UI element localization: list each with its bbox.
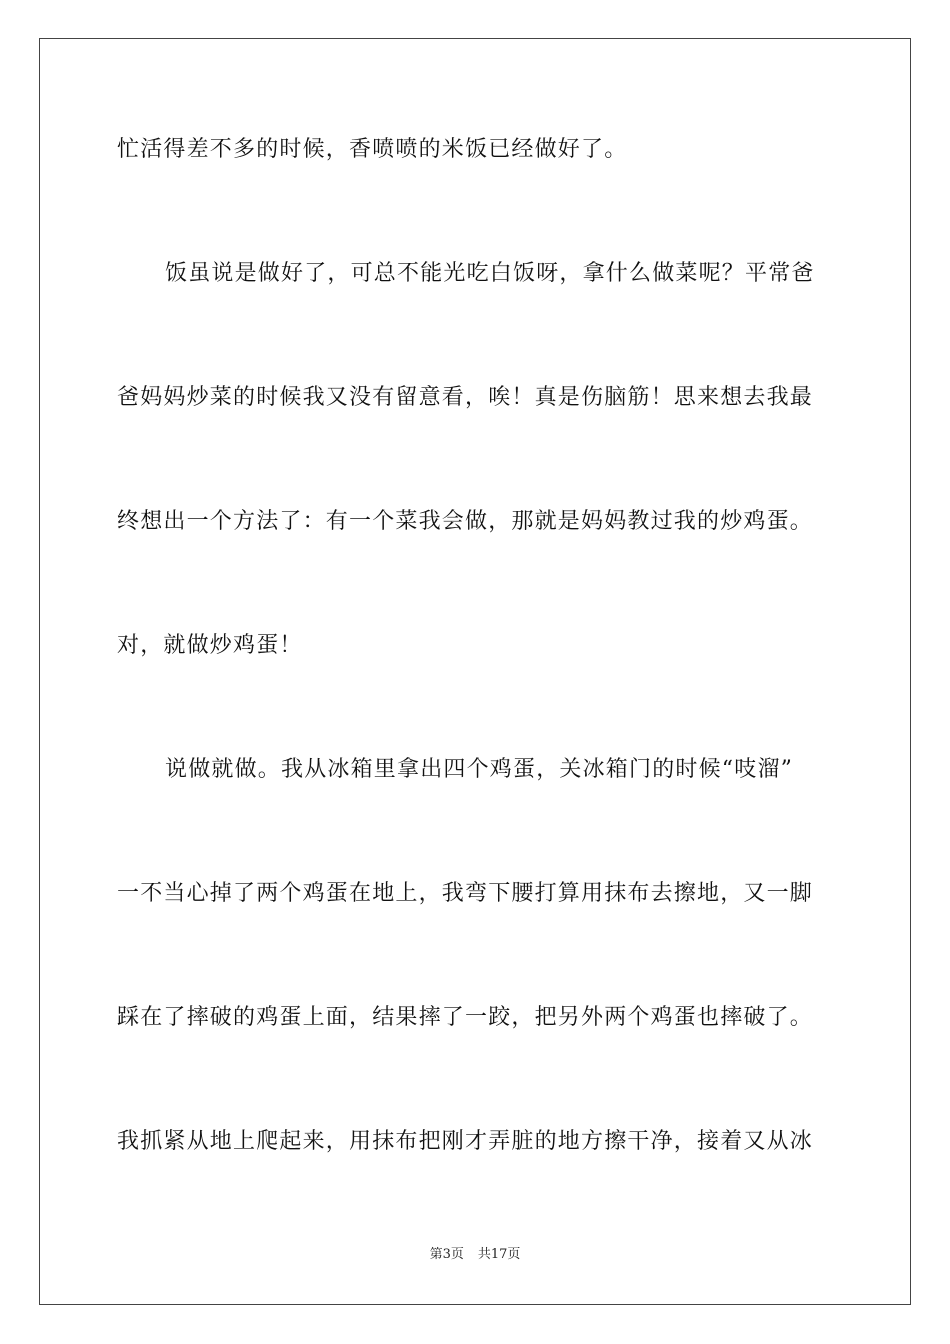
body-text-line: 我抓紧从地上爬起来，用抹布把刚才弄脏的地方擦干净，接着又从冰 — [117, 1129, 814, 1154]
page-number: 第3页 — [429, 1247, 464, 1262]
body-text-line: 对，就做炒鸡蛋！ — [117, 633, 303, 658]
page-footer — [0, 1246, 950, 1264]
paragraph-start-line: 饭虽说是做好了，可总不能光吃白饭呀，拿什么做菜呢？平常爸 — [165, 261, 815, 286]
page-total: 共17页 — [477, 1247, 521, 1262]
body-text-line: 忙活得差不多的时候，香喷喷的米饭已经做好了。 — [117, 137, 628, 162]
body-text-line: 终想出一个方法了：有一个菜我会做，那就是妈妈教过我的炒鸡蛋。 — [117, 509, 814, 534]
body-text-line: 踩在了摔破的鸡蛋上面，结果摔了一跤，把另外两个鸡蛋也摔破了。 — [117, 1005, 814, 1030]
paragraph-start-line: 说做就做。我从冰箱里拿出四个鸡蛋，关冰箱门的时候“吱溜” — [165, 757, 794, 782]
page-border — [39, 38, 911, 1305]
body-text-line: 爸妈妈炒菜的时候我又没有留意看，唉！真是伤脑筋！思来想去我最 — [117, 385, 814, 410]
body-text-line: 一不当心掉了两个鸡蛋在地上，我弯下腰打算用抹布去擦地，又一脚 — [117, 881, 814, 906]
